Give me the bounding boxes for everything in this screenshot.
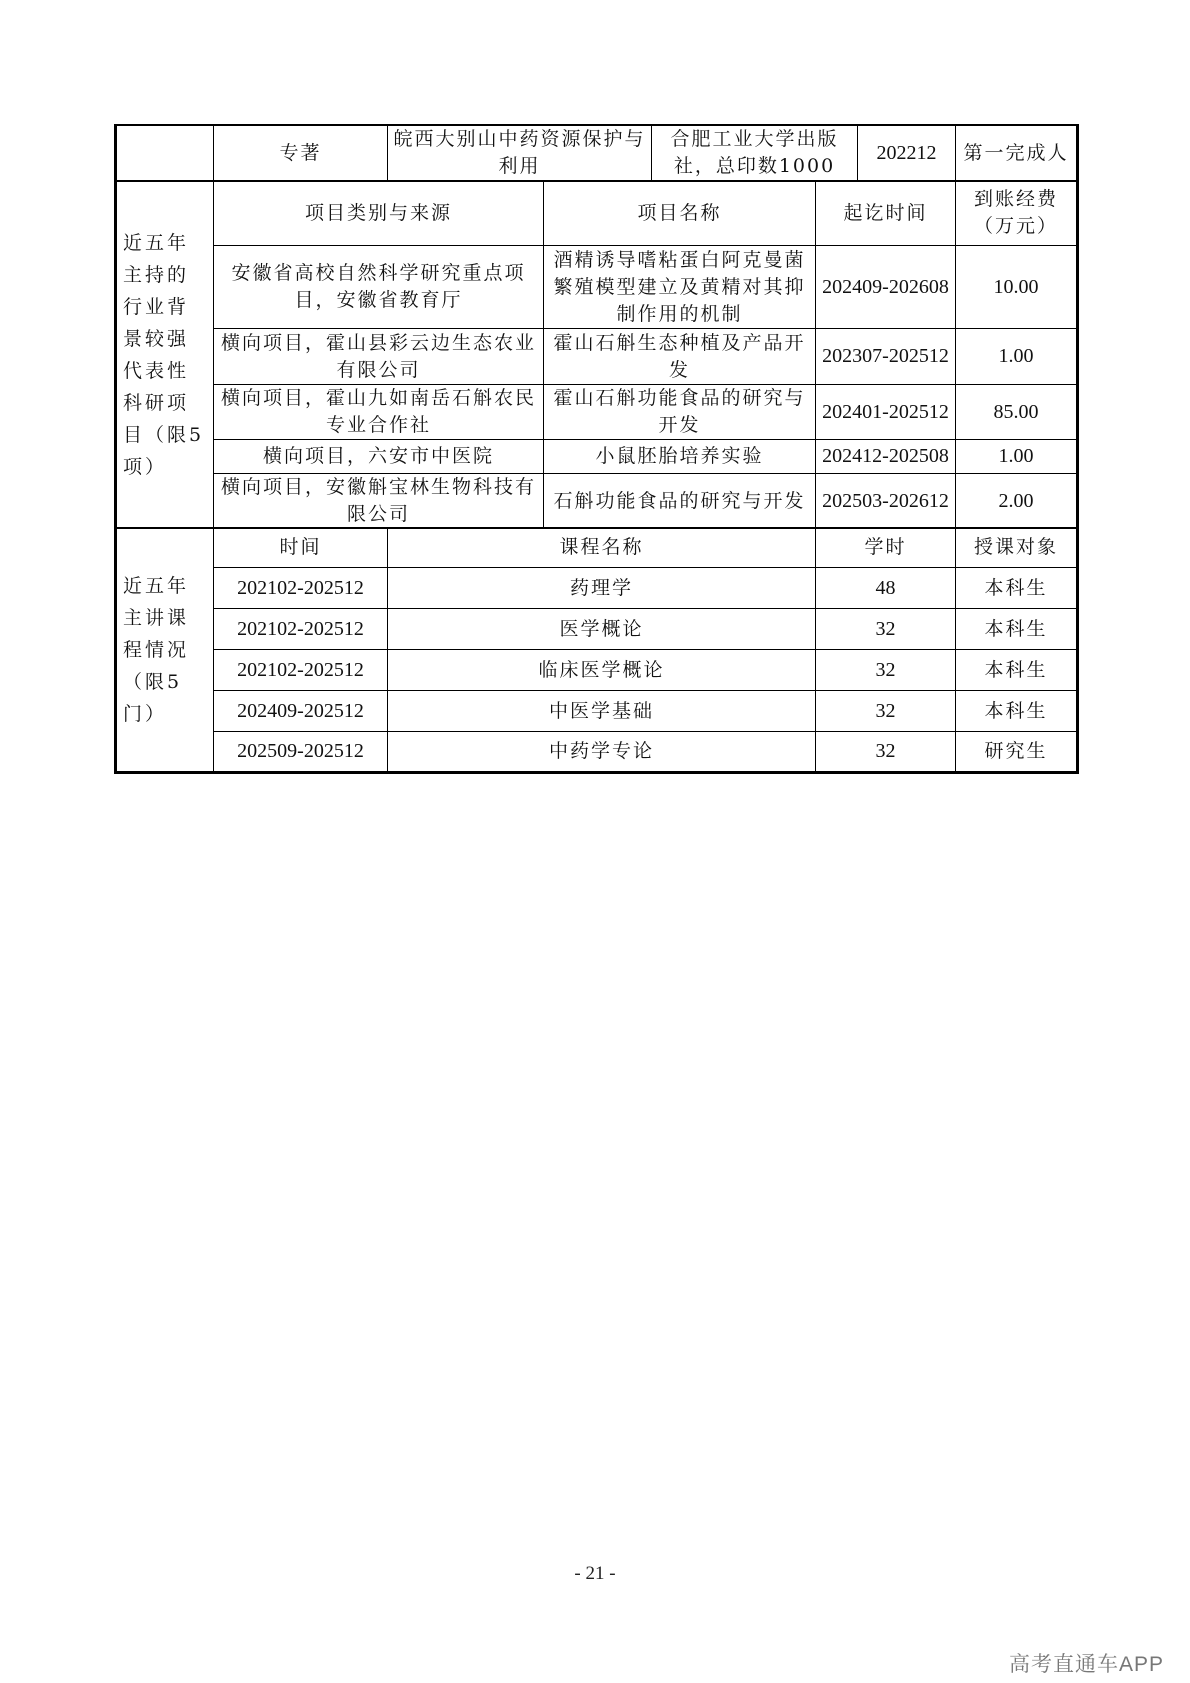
project-funding: 10.00 — [956, 246, 1078, 329]
project-funding: 1.00 — [956, 440, 1078, 474]
course-time: 202102-202512 — [214, 568, 388, 609]
course-time: 202102-202512 — [214, 609, 388, 650]
monograph-table — [114, 124, 1079, 182]
course-time: 202509-202512 — [214, 732, 388, 773]
course-audience: 本科生 — [956, 568, 1078, 609]
project-funding: 2.00 — [956, 474, 1078, 529]
course-hours: 32 — [816, 609, 956, 650]
projects-section-label: 近五年主持的行业背景较强代表性科研项目（限5项） — [116, 181, 214, 529]
monograph-date: 202212 — [858, 125, 956, 181]
course-hours: 32 — [816, 691, 956, 732]
course-time: 202409-202512 — [214, 691, 388, 732]
courses-table — [114, 527, 1079, 774]
project-name: 小鼠胚胎培养实验 — [544, 440, 816, 474]
project-source: 横向项目，霍山九如南岳石斛农民专业合作社 — [214, 385, 544, 440]
project-source: 横向项目，六安市中医院 — [214, 440, 544, 474]
project-source: 横向项目，安徽斛宝林生物科技有限公司 — [214, 474, 544, 529]
course-name: 中药学专论 — [388, 732, 816, 773]
header-time: 时间 — [214, 528, 388, 568]
table-row — [116, 650, 1078, 691]
project-period: 202409-202608 — [816, 246, 956, 329]
project-period: 202503-202612 — [816, 474, 956, 529]
header-funding: 到账经费（万元） — [956, 181, 1078, 246]
course-hours: 32 — [816, 650, 956, 691]
project-period: 202412-202508 — [816, 440, 956, 474]
course-name: 药理学 — [388, 568, 816, 609]
course-audience: 本科生 — [956, 650, 1078, 691]
courses-section-label: 近五年主讲课程情况（限5门） — [116, 528, 214, 773]
table-row — [116, 528, 1078, 568]
table-row — [116, 609, 1078, 650]
course-audience: 本科生 — [956, 609, 1078, 650]
section-label-cell — [116, 125, 214, 181]
monograph-title: 皖西大别山中药资源保护与利用 — [388, 125, 652, 181]
table-row — [116, 246, 1078, 329]
table-row — [116, 691, 1078, 732]
course-name: 中医学基础 — [388, 691, 816, 732]
header-audience: 授课对象 — [956, 528, 1078, 568]
project-source: 横向项目，霍山县彩云边生态农业有限公司 — [214, 329, 544, 385]
header-course-name: 课程名称 — [388, 528, 816, 568]
project-funding: 85.00 — [956, 385, 1078, 440]
project-period: 202401-202512 — [816, 385, 956, 440]
project-name: 霍山石斛生态种植及产品开发 — [544, 329, 816, 385]
course-hours: 48 — [816, 568, 956, 609]
header-hours: 学时 — [816, 528, 956, 568]
project-name: 霍山石斛功能食品的研究与开发 — [544, 385, 816, 440]
header-source: 项目类别与来源 — [214, 181, 544, 246]
table-row — [116, 329, 1078, 385]
table-row — [116, 385, 1078, 440]
course-audience: 本科生 — [956, 691, 1078, 732]
monograph-publisher: 合肥工业大学出版社，总印数1000 — [652, 125, 858, 181]
watermark: 高考直通车APP — [1008, 1653, 1164, 1676]
table-row — [116, 440, 1078, 474]
project-period: 202307-202512 — [816, 329, 956, 385]
page-number: - 21 - — [574, 1563, 616, 1584]
table-row — [116, 181, 1078, 246]
table-row — [116, 474, 1078, 529]
monograph-type: 专著 — [214, 125, 388, 181]
table-row — [116, 125, 1078, 181]
course-name: 临床医学概论 — [388, 650, 816, 691]
project-name: 酒精诱导嗜粘蛋白阿克曼菌繁殖模型建立及黄精对其抑制作用的机制 — [544, 246, 816, 329]
header-name: 项目名称 — [544, 181, 816, 246]
monograph-role: 第一完成人 — [956, 125, 1078, 181]
course-name: 医学概论 — [388, 609, 816, 650]
table-row — [116, 568, 1078, 609]
course-hours: 32 — [816, 732, 956, 773]
table-row — [116, 732, 1078, 773]
header-period: 起讫时间 — [816, 181, 956, 246]
project-name: 石斛功能食品的研究与开发 — [544, 474, 816, 529]
course-audience: 研究生 — [956, 732, 1078, 773]
project-source: 安徽省高校自然科学研究重点项目，安徽省教育厅 — [214, 246, 544, 329]
project-funding: 1.00 — [956, 329, 1078, 385]
course-time: 202102-202512 — [214, 650, 388, 691]
projects-table — [114, 180, 1079, 529]
